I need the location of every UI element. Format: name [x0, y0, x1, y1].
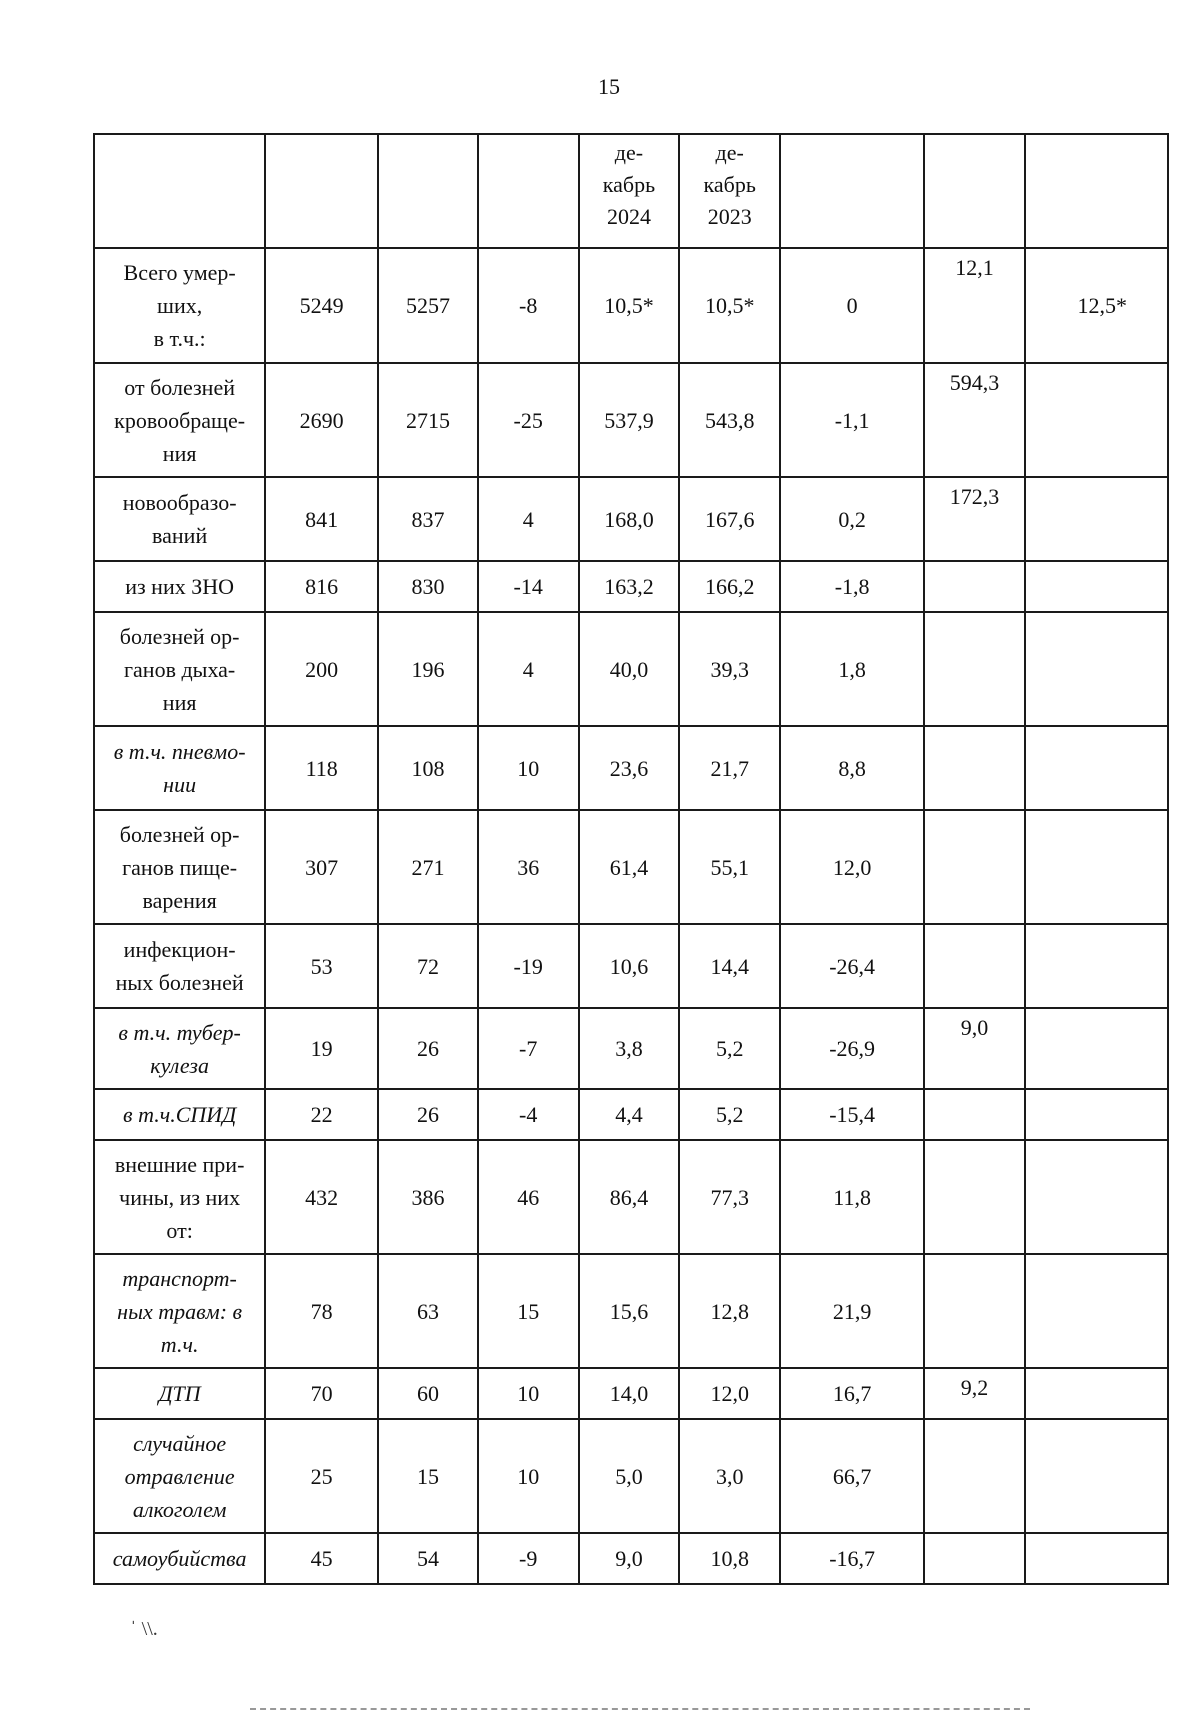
value-cell-col-7: 21,9	[780, 1254, 924, 1368]
value-cell-col-2: 70	[265, 1368, 378, 1419]
value-cell-col-5: 40,0	[579, 612, 680, 726]
value-cell-col-8	[924, 561, 1025, 612]
row-label: в т.ч. тубер- кулеза	[94, 1008, 265, 1089]
value-cell-col-7: 1,8	[780, 612, 924, 726]
value-cell-col-2: 22	[265, 1089, 378, 1140]
value-cell-col-6: 14,4	[679, 924, 780, 1008]
table-row	[94, 1140, 1168, 1254]
value-cell-col-9	[1025, 477, 1168, 561]
value-cell-col-8	[924, 1140, 1025, 1254]
table-row	[94, 477, 1168, 561]
value-cell-col-9	[1025, 810, 1168, 924]
row-label: ДТП	[94, 1368, 265, 1419]
table-row	[94, 612, 1168, 726]
value-cell-col-7: 12,0	[780, 810, 924, 924]
value-cell-col-6: 166,2	[679, 561, 780, 612]
header-cell-4	[478, 134, 579, 248]
value-cell-col-4: 4	[478, 477, 579, 561]
value-cell-col-6: 167,6	[679, 477, 780, 561]
value-cell-col-8	[924, 1089, 1025, 1140]
value-cell-col-6: 5,2	[679, 1089, 780, 1140]
row-label: внешние при- чины, из них от:	[94, 1140, 265, 1254]
value-cell-col-9	[1025, 1140, 1168, 1254]
row-label: инфекцион- ных болезней	[94, 924, 265, 1008]
value-cell-col-3: 60	[378, 1368, 478, 1419]
value-cell-col-4: -7	[478, 1008, 579, 1089]
value-cell-col-7: 11,8	[780, 1140, 924, 1254]
value-cell-col-7: -26,4	[780, 924, 924, 1008]
value-cell-col-8: 12,1	[924, 248, 1025, 363]
value-cell-col-2: 2690	[265, 363, 378, 477]
table-row	[94, 1089, 1168, 1140]
row-label: транспорт- ных травм: в т.ч.	[94, 1254, 265, 1368]
value-cell-col-5: 168,0	[579, 477, 680, 561]
value-cell-col-5: 10,5*	[579, 248, 680, 363]
page-number: 15	[598, 74, 620, 99]
value-cell-col-2: 53	[265, 924, 378, 1008]
value-cell-col-5: 3,8	[579, 1008, 680, 1089]
value-cell-col-4: 10	[478, 1419, 579, 1533]
value-cell-col-6: 12,0	[679, 1368, 780, 1419]
table-row	[94, 924, 1168, 1008]
value-cell-col-2: 25	[265, 1419, 378, 1533]
table-row	[94, 561, 1168, 612]
value-cell-col-5: 537,9	[579, 363, 680, 477]
table-row	[94, 1254, 1168, 1368]
value-cell-col-2: 841	[265, 477, 378, 561]
value-cell-col-4: 15	[478, 1254, 579, 1368]
header-cell-3	[378, 134, 478, 248]
header-cell-7	[780, 134, 924, 248]
value-cell-col-5: 4,4	[579, 1089, 680, 1140]
value-cell-col-3: 108	[378, 726, 478, 810]
value-cell-col-2: 45	[265, 1533, 378, 1584]
value-cell-col-5: 86,4	[579, 1140, 680, 1254]
value-cell-col-8: 9,2	[924, 1368, 1025, 1419]
value-cell-col-8: 9,0	[924, 1008, 1025, 1089]
value-cell-col-7: -15,4	[780, 1089, 924, 1140]
value-cell-col-9: 12,5*	[1025, 248, 1168, 363]
row-label: новообразо- ваний	[94, 477, 265, 561]
value-cell-col-6: 77,3	[679, 1140, 780, 1254]
value-cell-col-6: 12,8	[679, 1254, 780, 1368]
value-cell-col-5: 15,6	[579, 1254, 680, 1368]
value-cell-col-9	[1025, 363, 1168, 477]
value-cell-col-6: 39,3	[679, 612, 780, 726]
value-cell-col-5: 10,6	[579, 924, 680, 1008]
table-row	[94, 1533, 1168, 1584]
value-cell-col-8	[924, 810, 1025, 924]
value-cell-col-3: 271	[378, 810, 478, 924]
value-cell-col-3: 15	[378, 1419, 478, 1533]
mortality-table	[93, 133, 1169, 1585]
value-cell-col-2: 816	[265, 561, 378, 612]
value-cell-col-7: -1,1	[780, 363, 924, 477]
header-row	[94, 134, 1168, 248]
value-cell-col-2: 78	[265, 1254, 378, 1368]
value-cell-col-3: 26	[378, 1008, 478, 1089]
stray-marks: ˈ \\.	[130, 1618, 158, 1640]
value-cell-col-5: 163,2	[579, 561, 680, 612]
value-cell-col-9	[1025, 1254, 1168, 1368]
value-cell-col-8: 172,3	[924, 477, 1025, 561]
value-cell-col-4: -8	[478, 248, 579, 363]
value-cell-col-9	[1025, 1533, 1168, 1584]
value-cell-col-8	[924, 726, 1025, 810]
value-cell-col-4: 10	[478, 726, 579, 810]
value-cell-col-3: 2715	[378, 363, 478, 477]
value-cell-col-2: 118	[265, 726, 378, 810]
header-cell-december-2023: де- кабрь 2023	[679, 134, 780, 248]
header-cell-8	[924, 134, 1025, 248]
value-cell-col-2: 19	[265, 1008, 378, 1089]
value-cell-col-7: 0,2	[780, 477, 924, 561]
value-cell-col-2: 307	[265, 810, 378, 924]
value-cell-col-6: 3,0	[679, 1419, 780, 1533]
table-row	[94, 363, 1168, 477]
value-cell-col-5: 23,6	[579, 726, 680, 810]
value-cell-col-3: 386	[378, 1140, 478, 1254]
value-cell-col-3: 830	[378, 561, 478, 612]
header-cell-december-2024: де- кабрь 2024	[579, 134, 680, 248]
value-cell-col-9	[1025, 1008, 1168, 1089]
header-cell-9	[1025, 134, 1168, 248]
value-cell-col-5: 9,0	[579, 1533, 680, 1584]
value-cell-col-3: 54	[378, 1533, 478, 1584]
value-cell-col-3: 196	[378, 612, 478, 726]
value-cell-col-9	[1025, 1368, 1168, 1419]
row-label: Всего умер- ших, в т.ч.:	[94, 248, 265, 363]
value-cell-col-4: 36	[478, 810, 579, 924]
value-cell-col-4: -9	[478, 1533, 579, 1584]
value-cell-col-2: 432	[265, 1140, 378, 1254]
value-cell-col-7: 16,7	[780, 1368, 924, 1419]
value-cell-col-6: 21,7	[679, 726, 780, 810]
value-cell-col-6: 10,8	[679, 1533, 780, 1584]
row-label: в т.ч. пневмо- нии	[94, 726, 265, 810]
value-cell-col-9	[1025, 726, 1168, 810]
table-row	[94, 726, 1168, 810]
header-cell-label	[94, 134, 265, 248]
value-cell-col-4: -14	[478, 561, 579, 612]
value-cell-col-9	[1025, 1089, 1168, 1140]
table-row	[94, 1419, 1168, 1533]
value-cell-col-2: 200	[265, 612, 378, 726]
value-cell-col-4: 4	[478, 612, 579, 726]
value-cell-col-7: -16,7	[780, 1533, 924, 1584]
value-cell-col-4: -4	[478, 1089, 579, 1140]
value-cell-col-3: 63	[378, 1254, 478, 1368]
value-cell-col-5: 14,0	[579, 1368, 680, 1419]
header-cell-2	[265, 134, 378, 248]
value-cell-col-9	[1025, 924, 1168, 1008]
value-cell-col-7: -26,9	[780, 1008, 924, 1089]
value-cell-col-9	[1025, 1419, 1168, 1533]
value-cell-col-3: 5257	[378, 248, 478, 363]
value-cell-col-7: 66,7	[780, 1419, 924, 1533]
row-label: от болезней кровообраще- ния	[94, 363, 265, 477]
value-cell-col-7: 0	[780, 248, 924, 363]
value-cell-col-4: -25	[478, 363, 579, 477]
value-cell-col-7: 8,8	[780, 726, 924, 810]
value-cell-col-3: 72	[378, 924, 478, 1008]
value-cell-col-8: 594,3	[924, 363, 1025, 477]
value-cell-col-8	[924, 1254, 1025, 1368]
value-cell-col-5: 61,4	[579, 810, 680, 924]
value-cell-col-8	[924, 924, 1025, 1008]
value-cell-col-9	[1025, 612, 1168, 726]
value-cell-col-3: 837	[378, 477, 478, 561]
row-label: болезней ор- ганов дыха- ния	[94, 612, 265, 726]
value-cell-col-2: 5249	[265, 248, 378, 363]
row-label: случайное отравление алкоголем	[94, 1419, 265, 1533]
bottom-artifact-line	[250, 1708, 1030, 1710]
value-cell-col-6: 10,5*	[679, 248, 780, 363]
value-cell-col-6: 5,2	[679, 1008, 780, 1089]
value-cell-col-4: 10	[478, 1368, 579, 1419]
row-label: болезней ор- ганов пище- варения	[94, 810, 265, 924]
row-label: в т.ч.СПИД	[94, 1089, 265, 1140]
table-row	[94, 248, 1168, 363]
value-cell-col-8	[924, 1533, 1025, 1584]
value-cell-col-8	[924, 612, 1025, 726]
value-cell-col-8	[924, 1419, 1025, 1533]
value-cell-col-4: 46	[478, 1140, 579, 1254]
value-cell-col-4: -19	[478, 924, 579, 1008]
value-cell-col-6: 543,8	[679, 363, 780, 477]
value-cell-col-9	[1025, 561, 1168, 612]
table-row	[94, 1368, 1168, 1419]
table-row	[94, 1008, 1168, 1089]
value-cell-col-7: -1,8	[780, 561, 924, 612]
row-label: из них ЗНО	[94, 561, 265, 612]
value-cell-col-5: 5,0	[579, 1419, 680, 1533]
table-row	[94, 810, 1168, 924]
value-cell-col-6: 55,1	[679, 810, 780, 924]
value-cell-col-3: 26	[378, 1089, 478, 1140]
row-label: самоубийства	[94, 1533, 265, 1584]
